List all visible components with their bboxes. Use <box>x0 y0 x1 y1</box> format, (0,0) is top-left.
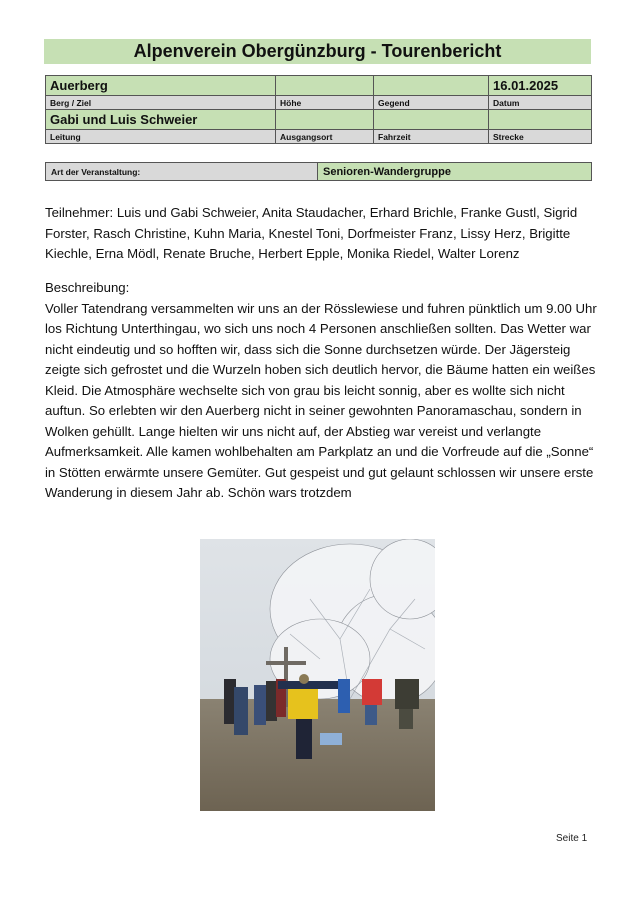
participants-list: Teilnehmer: Luis und Gabi Schweier, Anita Staudacher, Erhard Brichle, Franke Gustl, Sigrid Forster, Rasch Christine, Kuhn Maria, Knestel Toni, Dorfmeister Franz, Lissy Herz, Brigitte Kiechle, Erna Mödl, Renate Bruche, Herbert Epple, Monika Riedel, Walter Lorenz <box>45 205 578 261</box>
start-point-value <box>276 110 374 130</box>
destination-label: Berg / Ziel <box>46 96 276 110</box>
route-value <box>489 110 592 130</box>
route-label: Strecke <box>489 130 592 144</box>
description-heading: Beschreibung: <box>45 280 130 295</box>
info-row-values-2 <box>46 110 592 130</box>
leader-label: Leitung <box>46 130 276 144</box>
info-row-values-1 <box>46 76 592 96</box>
travel-time-label: Fahrzeit <box>374 130 489 144</box>
region-value <box>374 76 489 96</box>
start-point-label: Ausgangsort <box>276 130 374 144</box>
date-value: 16.01.2025 <box>489 76 592 96</box>
info-row-labels-2 <box>46 130 592 144</box>
travel-time-value <box>374 110 489 130</box>
info-row-labels-1 <box>46 96 592 110</box>
tour-photo <box>200 539 435 811</box>
report-title: Alpenverein Obergünzburg - Tourenbericht <box>44 39 591 64</box>
event-type-table <box>45 162 592 181</box>
event-type-value: Senioren-Wandergruppe <box>318 163 592 181</box>
altitude-label: Höhe <box>276 96 374 110</box>
event-type-label: Art der Veranstaltung: <box>46 163 318 181</box>
region-label: Gegend <box>374 96 489 110</box>
altitude-value <box>276 76 374 96</box>
description-section <box>45 278 605 504</box>
description-body: Voller Tatendrang versammelten wir uns an der Rösslewiese und fuhren pünktlich um 9.00 Uhr los Richtung Unterthingau, wo sich uns noch 4 Personen anschließen sollten. Das Wetter war nicht eindeutig und so hofften wir, dass sich die Sonne durchsetzen würde. Der Jägersteig zeigte sich gefrostet und die Wurzeln hoben sich deutlich hervor, die Bäume hatten ein weißes Kleid. Die Atmosphäre wechselte sich von grau bis leicht sonnig, aber es wollte sich nicht auftun. So erlebten wir den Auerberg nicht in seiner gewohnten Panoramaschau, sondern in Wolken gehüllt. Lange hielten wir uns nicht auf, der Abstieg war vereist und verlangte Aufmerksamkeit. Alle kamen wohlbehalten am Parkplatz an und die Vorfreude auf die „Sonne“ in Stötten erwärmte unsere Gemüter. Gut gespeist und gut gelaunt schlossen wir unsere erste Wanderung in diesem Jahr ab. Schön wars trotzdem <box>45 300 597 500</box>
summit-group-photo <box>200 539 435 811</box>
page-number: Seite 1 <box>556 833 588 844</box>
leader-value: Gabi und Luis Schweier <box>46 110 276 130</box>
date-label: Datum <box>489 96 592 110</box>
tour-info-table <box>45 75 592 144</box>
destination-value: Auerberg <box>46 76 276 96</box>
